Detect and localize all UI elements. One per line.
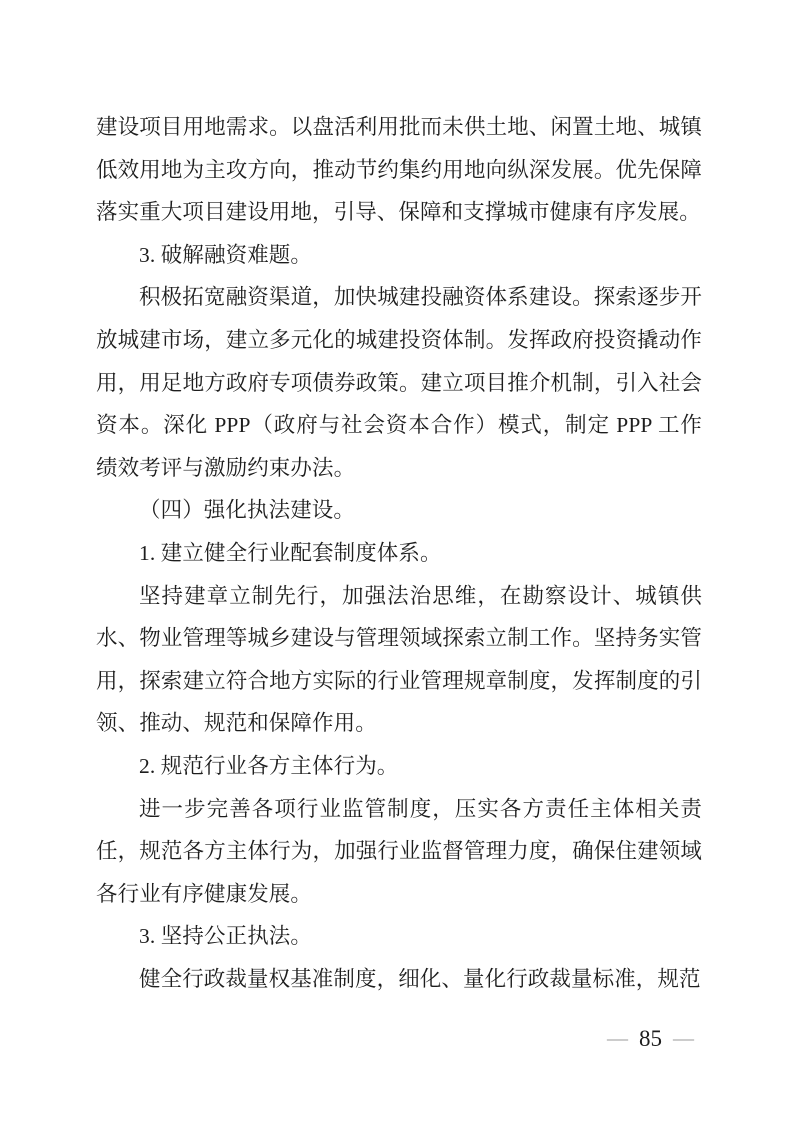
body-paragraph: 进一步完善各项行业监管制度，压实各方责任主体相关责任，规范各方主体行为，加强行业监督管理力度，确保住建领域各行业有序健康发展。 xyxy=(96,796,702,906)
document-text-block xyxy=(96,106,702,1000)
body-paragraph: 健全行政裁量权基准制度，细化、量化行政裁量标准，规范 xyxy=(139,966,701,991)
footer-dash-right: — xyxy=(673,1026,694,1050)
body-paragraph: 建设项目用地需求。以盘活利用批而未供土地、闲置土地、城镇低效用地为主攻方向，推动节约集约用地向纵深发展。优先保障落实重大项目建设用地，引导、保障和支撑城市健康有序发展。 xyxy=(96,115,702,225)
section-heading: （四）强化执法建设。 xyxy=(139,498,356,523)
section-heading: 3. 坚持公正执法。 xyxy=(139,924,313,949)
section-heading: 3. 破解融资难题。 xyxy=(139,242,313,267)
page-footer xyxy=(607,1027,694,1050)
page-number: 85 xyxy=(639,1026,662,1051)
section-heading: 2. 规范行业各方主体行为。 xyxy=(139,753,399,778)
body-paragraph: 积极拓宽融资渠道，加快城建投融资体系建设。探索逐步开放城建市场，建立多元化的城建投资体制。发挥政府投资撬动作用，用足地方政府专项债券政策。建立项目推介机制，引入社会资本。深化 PPP（政府与社会资本合作）模式，制定 PPP 工作绩效考评与激励约束办法。 xyxy=(96,285,702,480)
section-heading: 1. 建立健全行业配套制度体系。 xyxy=(139,540,442,565)
body-paragraph: 坚持建章立制先行，加强法治思维，在勘察设计、城镇供水、物业管理等城乡建设与管理领域探索立制工作。坚持务实管用，探索建立符合地方实际的行业管理规章制度，发挥制度的引领、推动、规范和保障作用。 xyxy=(96,583,702,736)
footer-dash-left: — xyxy=(607,1026,628,1050)
